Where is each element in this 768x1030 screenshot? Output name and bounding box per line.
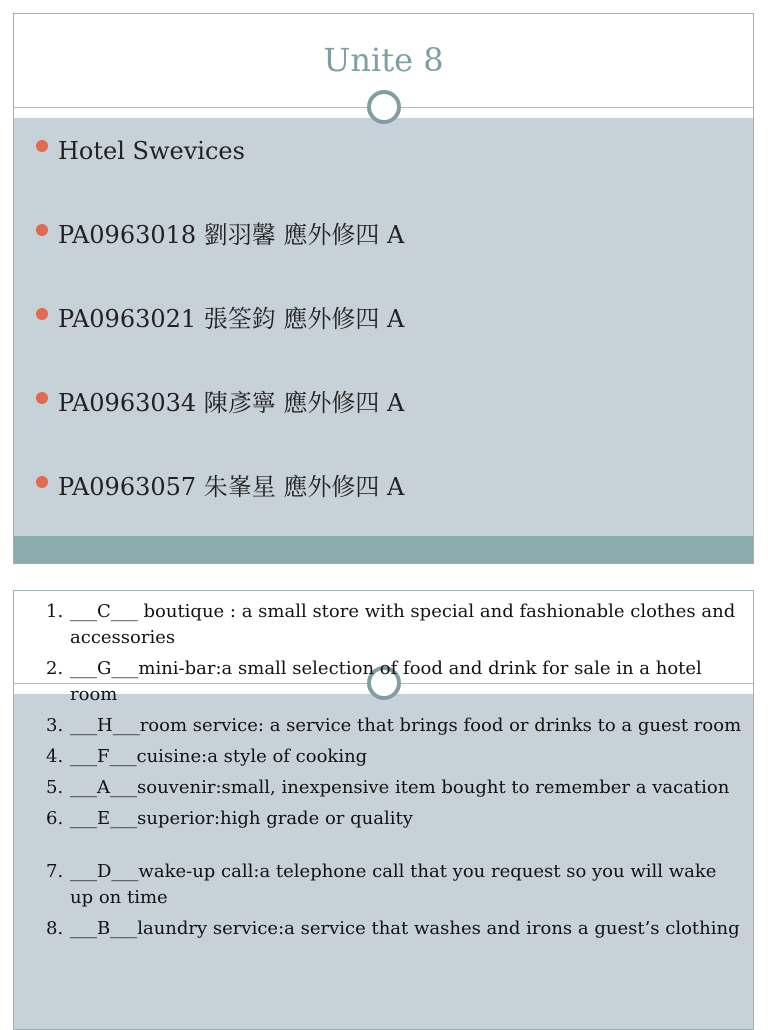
item-number: 5. <box>46 777 64 798</box>
slide-title: Unite 8 <box>323 41 444 79</box>
slide-title-page <box>13 13 754 564</box>
item-text: ___C___ boutique : a small store with special and fashionable clothes and accessories <box>70 601 736 648</box>
item-text: ___D___wake-up call:a telephone call that you request so you will wake up on time <box>70 861 717 908</box>
item-text: ___E___superior:high grade or quality <box>70 808 413 829</box>
list-item <box>36 136 404 220</box>
list-item <box>36 220 404 304</box>
bullet-text: Hotel Swevices <box>58 137 245 165</box>
list-item <box>36 388 404 472</box>
item-text: ___G___mini-bar:a small selection of food and drink for sale in a hotel room <box>70 658 702 705</box>
item-text: ___F___cuisine:a style of cooking <box>70 746 368 767</box>
bullet-dot-icon <box>36 308 48 320</box>
item-number: 2. <box>46 658 64 679</box>
circle-ornament-icon <box>367 90 401 124</box>
vocabulary-list <box>44 599 744 947</box>
bullet-text: PA0963034 陳彥寧 應外修四 A <box>58 389 405 417</box>
list-item <box>44 859 744 911</box>
item-number: 7. <box>46 861 64 882</box>
bullet-text: PA0963057 朱峯星 應外修四 A <box>58 473 405 501</box>
item-number: 1. <box>46 601 64 622</box>
slide-vocabulary <box>13 590 754 1030</box>
bullet-list <box>36 136 404 556</box>
item-text: ___B___laundry service:a service that washes and irons a guest’s clothing <box>70 918 740 939</box>
list-item <box>36 304 404 388</box>
bullet-dot-icon <box>36 476 48 488</box>
list-item <box>44 599 744 651</box>
item-number: 6. <box>46 808 64 829</box>
bullet-dot-icon <box>36 140 48 152</box>
item-number: 8. <box>46 918 64 939</box>
item-text: ___A___souvenir:small, inexpensive item bought to remember a vacation <box>70 777 730 798</box>
list-item <box>44 744 744 770</box>
list-item <box>44 916 744 942</box>
list-item <box>44 656 744 708</box>
list-item <box>44 806 744 832</box>
bullet-dot-icon <box>36 392 48 404</box>
bullet-text: PA0963018 劉羽馨 應外修四 A <box>58 221 405 249</box>
list-item <box>44 713 744 739</box>
item-number: 4. <box>46 746 64 767</box>
list-item <box>44 775 744 801</box>
item-number: 3. <box>46 715 64 736</box>
bullet-text: PA0963021 張筌鈞 應外修四 A <box>58 305 405 333</box>
item-text: ___H___room service: a service that brings food or drinks to a guest room <box>70 715 742 736</box>
bullet-dot-icon <box>36 224 48 236</box>
list-item <box>36 472 404 556</box>
